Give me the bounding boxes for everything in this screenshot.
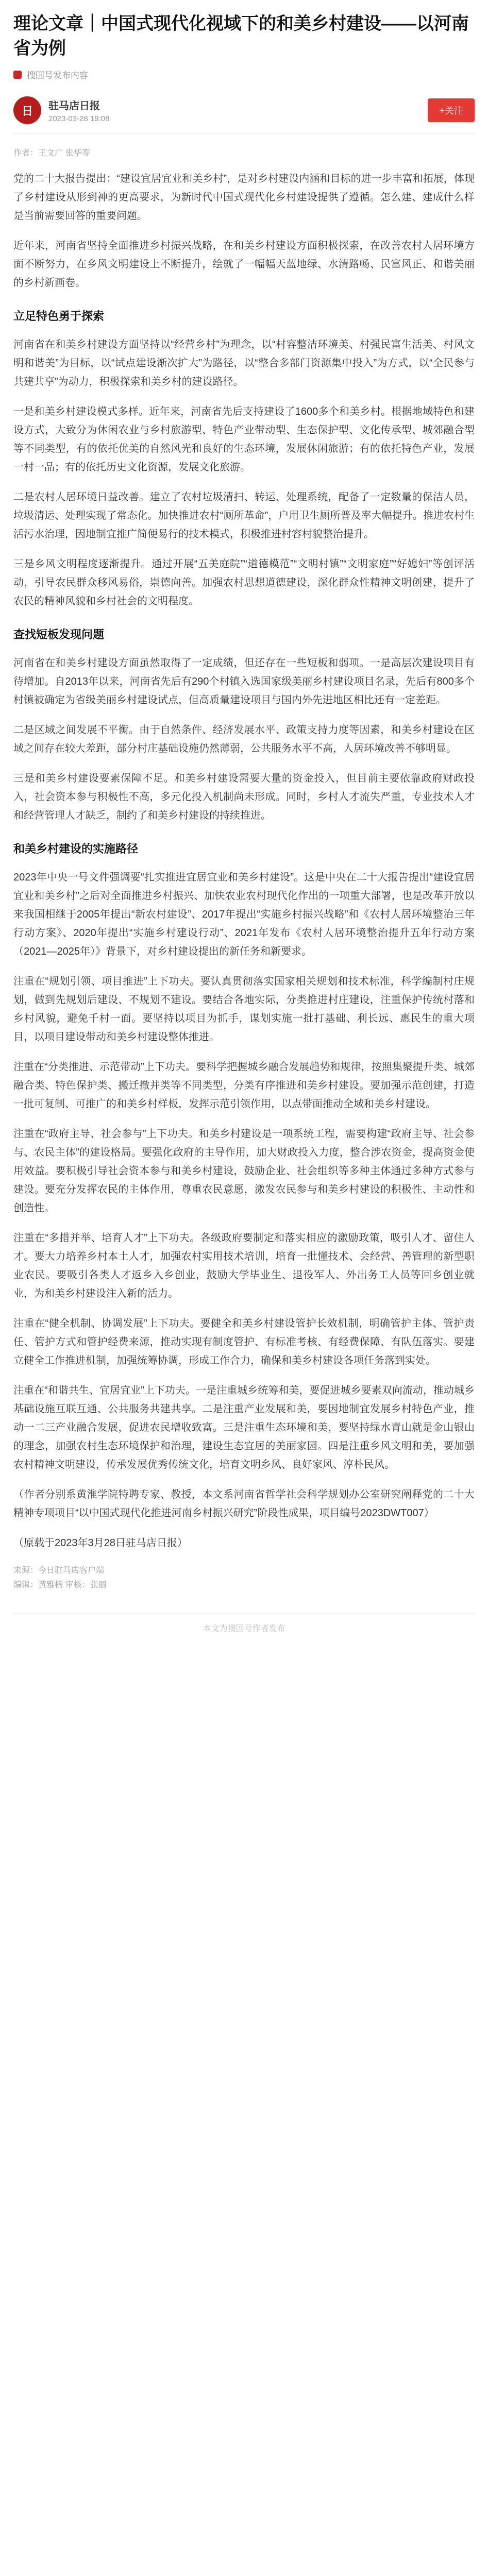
source-tag: [13, 68, 475, 81]
section-paragraph: 三是和美乡村建设要素保障不足。和美乡村建设需要大量的资金投入，但目前主要依靠政府财政投入，社会资本参与积极性不高，多元化投入机制尚未形成。同时，乡村人才流失严重，专业技术人才和经营管理人才缺乏，制约了和美乡村建设的持续推进。: [13, 773, 475, 821]
section-heading: 查找短板发现问题: [13, 628, 105, 641]
section-heading: 和美乡村建设的实施路径: [13, 842, 139, 855]
follow-button[interactable]: +关注: [428, 98, 475, 122]
article-byline: 作者：王文广 张华等: [13, 149, 90, 158]
avatar[interactable]: 日: [13, 96, 41, 124]
section-3: [13, 840, 475, 1522]
section-heading: 立足特色勇于探索: [13, 310, 105, 323]
intro-paragraph: 近年来，河南省坚持全面推进乡村振兴战略，在和美乡村建设方面积极探索，在改善农村人居环境方面不断努力，在乡风文明建设上不断提升，绘就了一幅幅天蓝地绿、水清路畅、民富风正、和谐美丽的乡村新画卷。: [13, 240, 475, 289]
author-row: [13, 91, 475, 134]
author-info[interactable]: [13, 96, 109, 124]
end-notice: 本文为搜国号作者发布: [13, 1613, 475, 1634]
editor-line: 编辑：黄雅楠 审核：张丽: [13, 1581, 107, 1589]
section-paragraph: 注重在“多措并举、培育人才”上下功夫。各级政府要制定和落实相应的激励政策，吸引人才、留住人才。要大力培养乡村本土人才，加强农村实用技术培训，培育一批懂技术、会经营、善管理的新型职业农民。要吸引各类人才返乡入乡创业，鼓励大学毕业生、退役军人、外出务工人员等回乡创业就业，为和美乡村建设注入新的活力。: [13, 1232, 475, 1299]
article-container: [13, 0, 475, 1634]
article-title: 理论文章｜中国式现代化视域下的和美乡村建设——以河南省为例: [13, 14, 469, 58]
section-paragraph: 2023年中央一号文件强调要“扎实推进宜居宜业和美乡村建设”。这是中央在二十大报告提出“建设宜居宜业和美乡村”之后对全面推进乡村振兴、加快农业农村现代化作出的一项重大部署，也是改革开放以来我国相继于2005年提出“新农村建设”、2017年提出“实施乡村振兴战略”和《农村人居环境整治三年行动方案》、2020年提出“实施乡村建设行动”、2021年发布《农村人居环境整治提升五年行动方案（2021—2025年）》背景下，对乡村建设提出的新任务和新要求。: [13, 872, 475, 957]
section-paragraph: 河南省在和美乡村建设方面虽然取得了一定成绩，但还存在一些短板和弱项。一是高层次建设项目有待增加。自2013年以来，河南省先后有290个村镇入选国家级美丽乡村建设项目名录，先后有800多个村镇被确定为省级美丽乡村建设试点，但高质量建设项目与国内外先进地区相比还有一定差距。: [13, 657, 475, 706]
article-intro: [13, 170, 475, 292]
section-paragraph: 一是和美乡村建设模式多样。近年来，河南省先后支持建设了1600多个和美乡村。根据地域特色和建设方式，大致分为休闲农业与乡村旅游型、特色产业带动型、生态保护型、文化传承型、城郊融合型等不同类型，有的依托优美的自然风光和良好的生态环境，发展休闲旅游；有的依托特色产业，发展一村一品；有的依托历史文化资源，发展文化旅游。: [13, 406, 475, 473]
section-paragraph: 二是农村人居环境日益改善。建立了农村垃圾清扫、转运、处理系统，配备了一定数量的保洁人员，垃圾清运、处理实现了常态化。加快推进农村“厕所革命”，户用卫生厕所普及率大幅提升。推进农村生活污水治理，因地制宜推广简便易行的技术模式，积极推进村容村貌整治提升。: [13, 492, 475, 540]
section-paragraph: 注重在“规划引领、项目推进”上下功夫。要认真贯彻落实国家相关规划和技术标准，科学编制村庄规划，做到先规划后建设、不规划不建设。要结合各地实际，分类推进村庄建设，注重保护传统村落和乡村风貌，避免千村一面。要坚持以项目为抓手，谋划实施一批打基础、利长远、惠民生的重大项目，以项目建设带动和美乡村建设整体推进。: [13, 976, 475, 1043]
section-paragraph: 注重在“政府主导、社会参与”上下功夫。和美乡村建设是一项系统工程，需要构建“政府主导、社会参与、农民主体”的建设格局。要强化政府的主导作用，加大财政投入力度，整合涉农资金，提高资金使用效益。要积极引导社会资本参与和美乡村建设，鼓励企业、社会组织等多种主体通过多种方式参与建设。要充分发挥农民的主体作用，尊重农民意愿，激发农民参与和美乡村建设的积极性、主动性和创造性。: [13, 1128, 475, 1214]
section-paragraph: 三是乡风文明程度逐渐提升。通过开展“五美庭院”“道德模范”“文明村镇”“文明家庭”“好媳妇”等创评活动，引导农民群众移风易俗，崇德向善。加强农村思想道德建设，深化群众性精神文明创建，提升了农民的精神风貌和乡村社会的文明程度。: [13, 558, 475, 607]
section-paragraph: 河南省在和美乡村建设方面坚持以“经营乡村”为理念，以“村容整洁环境美、村强民富生活美、村风文明和谐美”为目标，以“试点建设渐次扩大”为路径，以“整合多部门资源集中投入”为方式，以“全民参与共建共享”为动力，积极探索和美乡村的建设路径。: [13, 339, 475, 387]
article-footer: [13, 1534, 475, 1634]
publish-time: 2023-03-28 19:08: [48, 114, 110, 123]
source-line: 来源：今日驻马店客户端: [13, 1566, 105, 1575]
section-paragraph: （作者分别系黄淮学院特聘专家、教授，本文系河南省哲学社会科学规划办公室研究阐释党的二十大精神专项项目“以中国式现代化推进河南乡村振兴研究”阶段性成果，项目编号2023DWT007）: [13, 1489, 475, 1519]
author-name[interactable]: 驻马店日报: [48, 100, 100, 112]
section-2: [13, 626, 475, 825]
source-tag-icon: [13, 71, 22, 79]
intro-paragraph: 党的二十大报告提出：“建设宜居宜业和美乡村”，是对乡村建设内涵和目标的进一步丰富和拓展，体现了乡村建设从形到神的更高要求，为新时代中国式现代化乡村建设提供了遵循。怎么建、建成什么样是当前需要回答的重要问题。: [13, 173, 475, 222]
section-paragraph: 二是区域之间发展不平衡。由于自然条件、经济发展水平、政策支持力度等因素，和美乡村建设在区域之间存在较大差距，部分村庄基础设施仍然薄弱，公共服务水平不高，人居环境改善不够明显。: [13, 724, 475, 754]
source-tag-label: 搜国号发布内容: [27, 71, 88, 80]
section-paragraph: 注重在“分类推进、示范带动”上下功夫。要科学把握城乡融合发展趋势和规律，按照集聚提升类、城郊融合类、特色保护类、搬迁撤并类等不同类型，分类有序推进和美乡村建设。要加强示范创建，打造一批可复制、可推广的和美乡村样板，发挥示范引领作用，以点带面推动全域和美乡村建设。: [13, 1061, 475, 1110]
source-note: （原载于2023年3月28日驻马店日报）: [13, 1537, 188, 1549]
section-1: [13, 308, 475, 611]
section-paragraph: 注重在“和谐共生、宜居宜业”上下功夫。一是注重城乡统筹和美，要促进城乡要素双向流动，推动城乡基础设施互联互通、公共服务共建共享。二是注重产业发展和美，要因地制宜发展乡村特色产业，推动一二三产业融合发展，促进农民增收致富。三是注重生态环境和美，要坚持绿水青山就是金山银山的理念，加强农村生态环境保护和治理，建设生态宜居的美丽家园。四是注重乡风文明和美，要加强农村精神文明建设，传承发展优秀传统文化，培育文明乡风、良好家风、淳朴民风。: [13, 1385, 475, 1470]
section-paragraph: 注重在“健全机制、协调发展”上下功夫。要健全和美乡村建设管护长效机制，明确管护主体、管护责任、管护方式和管护经费来源，推动实现有制度管护、有标准考核、有经费保障、有队伍落实。要建立健全工作推进机制，加强统筹协调，形成工作合力，确保和美乡村建设各项任务落到实处。: [13, 1318, 475, 1366]
